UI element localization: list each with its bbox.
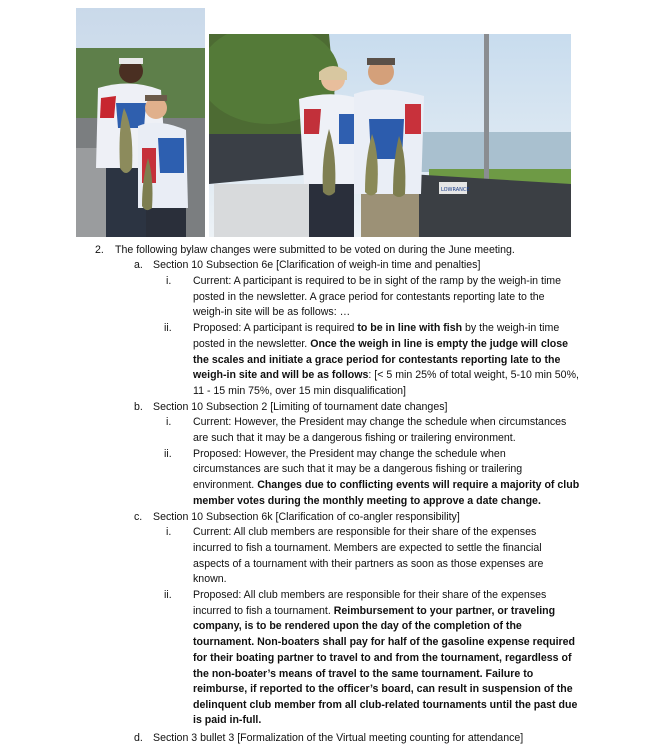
sub-c-ii-line xyxy=(193,604,555,620)
anglers-photo-left xyxy=(76,8,205,237)
bold-run: Once the weigh in line is empty the judge will close xyxy=(310,338,569,350)
sub-b-marker: b. xyxy=(134,401,143,413)
sub-b-ii-line: Proposed: However, the President may change the schedule when xyxy=(193,448,506,460)
anglers-photo-right-image xyxy=(209,34,571,237)
sub-c-title: Section 10 Subsection 6k [Clarification of co-angler responsibility] xyxy=(153,511,460,523)
sub-b-ii-line xyxy=(193,478,579,494)
sub-c-i-line: aspects of a tournament with their partners as soon as those expenses are xyxy=(193,558,544,570)
sub-c-ii-line: reimburse, if reported to the officer’s board, can result in suspension of the xyxy=(193,683,573,695)
text-run: Proposed: A participant is required xyxy=(193,322,358,334)
lowrance-label: LOWRANCE xyxy=(441,187,470,193)
sub-c-ii-marker: ii. xyxy=(164,589,172,601)
bold-run: Reimbursement to your partner, or traveling xyxy=(333,605,556,617)
sub-a-i-line: weigh-in site will be as follows: … xyxy=(193,306,351,318)
sub-a-title: Section 10 Subsection 6e [Clarification of weigh-in time and penalties] xyxy=(153,259,481,271)
sub-a-i-line: posted in the newsletter. A grace period for contestants reporting late to the xyxy=(193,291,545,303)
sub-c-ii-line: delinquent club member from all club-related tournaments until the past due xyxy=(193,699,578,711)
sub-a-ii-line: the scales and initiate a grace period for contestants reporting late to the xyxy=(193,354,561,366)
sub-c-marker: c. xyxy=(134,511,143,523)
bold-run: weigh-in site and will be as follows xyxy=(193,369,369,381)
text-run: incurred to fish a tournament. xyxy=(193,605,334,617)
sub-d-marker: d. xyxy=(134,732,143,744)
sub-b-ii-marker: ii. xyxy=(164,448,172,460)
sub-a-ii-marker: ii. xyxy=(164,322,172,334)
sub-c-ii-line: Proposed: All club members are responsible for their share of the expenses xyxy=(193,589,547,601)
sub-c-i-line: Current: All club members are responsible for their share of the expenses xyxy=(193,526,537,538)
text-run: by the weigh-in time xyxy=(462,322,560,334)
item-2-number: 2. xyxy=(95,244,104,256)
bold-run: Changes due to conflicting events will require a majority of club xyxy=(257,479,580,491)
sub-c-i-line: incurred to fish a tournament. Members are expected to settle the financial xyxy=(193,542,542,554)
anglers-photo-left-image xyxy=(76,8,205,237)
sub-a-marker: a. xyxy=(134,259,143,271)
sub-c-i-line: known. xyxy=(193,573,227,585)
sub-c-ii-line: the non-boater’s means of travel to the same tournament. Failure to xyxy=(193,668,534,680)
sub-a-ii-line xyxy=(193,337,568,353)
sub-a-i-marker: i. xyxy=(166,275,172,287)
item-2-text: The following bylaw changes were submitted to be voted on during the June meeting. xyxy=(115,244,515,256)
sub-c-i-marker: i. xyxy=(166,526,172,538)
sub-b-ii-line: member votes during the monthly meeting to approve a date change. xyxy=(193,495,541,507)
sub-a-ii-line xyxy=(193,368,579,384)
sub-b-i-marker: i. xyxy=(166,416,172,428)
sub-b-title: Section 10 Subsection 2 [Limiting of tournament date changes] xyxy=(153,401,448,413)
sub-d-title: Section 3 bullet 3 [Formalization of the Virtual meeting counting for attendance] xyxy=(153,732,524,744)
bold-run: to be in line with fish xyxy=(357,322,463,334)
sub-a-ii-line: 11 - 15 min 75%, over 15 min disqualification] xyxy=(193,385,406,397)
sub-c-ii-line: is paid in-full. xyxy=(193,714,262,726)
sub-c-ii-line: company, is to be rendered upon the day of the completion of the xyxy=(193,620,522,632)
text-run: posted in the newsletter. xyxy=(193,338,311,350)
sub-c-ii-line: for their boating partner to travel to and from the tournament, regardless of xyxy=(193,652,572,664)
sub-b-i-line: are such that it may be a dangerous fishing or trailering environment. xyxy=(193,432,516,444)
anglers-photo-right xyxy=(209,34,571,237)
text-run: : [< 5 min 25% of total weight, 5-10 min 50%, xyxy=(368,369,579,381)
sub-b-i-line: Current: However, the President may change the schedule when circumstances xyxy=(193,416,567,428)
sub-a-i-line: Current: A participant is required to be in sight of the ramp by the weigh-in time xyxy=(193,275,562,287)
sub-a-ii-line xyxy=(193,321,559,337)
text-run: environment. xyxy=(193,479,258,491)
sub-b-ii-line: circumstances are such that it may be a dangerous fishing or trailering xyxy=(193,463,523,475)
sub-c-ii-line: tournament. Non-boaters shall pay for half of the gasoline expense required xyxy=(193,636,576,648)
